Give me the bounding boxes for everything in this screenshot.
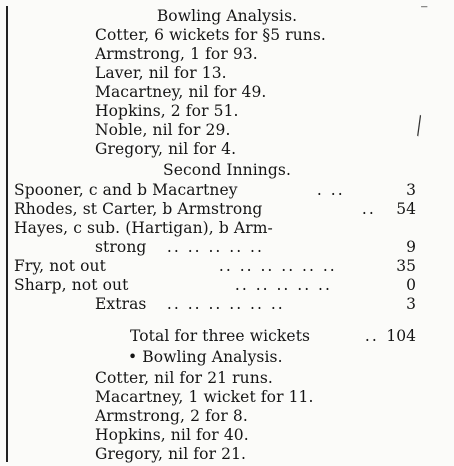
bowling-analysis-heading: Bowling Analysis.	[156, 7, 298, 25]
innings-row-name: Fry, not out	[14, 257, 106, 275]
bowling-line: Armstrong, 2 for 8.	[95, 407, 248, 425]
innings-row-leader: ..	[355, 200, 376, 218]
bowling-line: Noble, nil for 29.	[95, 121, 231, 139]
total-leader: ..	[358, 327, 379, 345]
innings-row-leader: .. .. .. .. ..	[160, 238, 264, 256]
bowling-line: Macartney, 1 wicket for 11.	[95, 388, 314, 406]
bowling-analysis-heading: • Bowling Analysis.	[128, 348, 283, 366]
innings-row-leader: .. .. .. .. ..	[228, 276, 332, 294]
bowling-line: Gregory, nil for 21.	[95, 445, 247, 463]
innings-row-name: Sharp, not out	[14, 276, 129, 294]
print-speck: ╲	[409, 115, 429, 137]
bowling-line: Laver, nil for 13.	[95, 64, 227, 82]
bowling-line: Cotter, 6 wickets for §5 runs.	[95, 26, 326, 44]
innings-row-leader: . ..	[310, 181, 345, 199]
second-innings-heading: Second Innings.	[163, 161, 291, 179]
innings-row-score: 54	[396, 200, 416, 218]
innings-row-leader: .. .. .. .. .. ..	[160, 295, 285, 313]
total-label: Total for three wickets	[130, 327, 311, 345]
bowling-line: Hopkins, nil for 40.	[95, 426, 249, 444]
innings-row-name: Spooner, c and b Macartney	[14, 181, 238, 199]
innings-row-score: 3	[406, 181, 416, 199]
innings-row-score: 3	[406, 295, 416, 313]
innings-row-score: 9	[406, 238, 416, 256]
bowling-line: Gregory, nil for 4.	[95, 140, 237, 158]
print-speck: ⁻	[420, 0, 429, 19]
bowling-line: Armstrong, 1 for 93.	[95, 45, 258, 63]
column-rule	[6, 6, 8, 462]
total-value: 104	[386, 327, 416, 345]
bowling-line: Macartney, nil for 49.	[95, 83, 267, 101]
innings-row-score: 0	[406, 276, 416, 294]
innings-row-name: Hayes, c sub. (Hartigan), b Arm-	[14, 219, 273, 237]
bowling-line: Hopkins, 2 for 51.	[95, 102, 239, 120]
innings-row-leader: .. .. .. .. .. ..	[212, 257, 337, 275]
innings-row-name: Extras	[95, 295, 147, 313]
innings-row-name: strong	[95, 238, 147, 256]
innings-row-score: 35	[396, 257, 416, 275]
innings-row-name: Rhodes, st Carter, b Armstrong	[14, 200, 263, 218]
bowling-line: Cotter, nil for 21 runs.	[95, 369, 273, 387]
